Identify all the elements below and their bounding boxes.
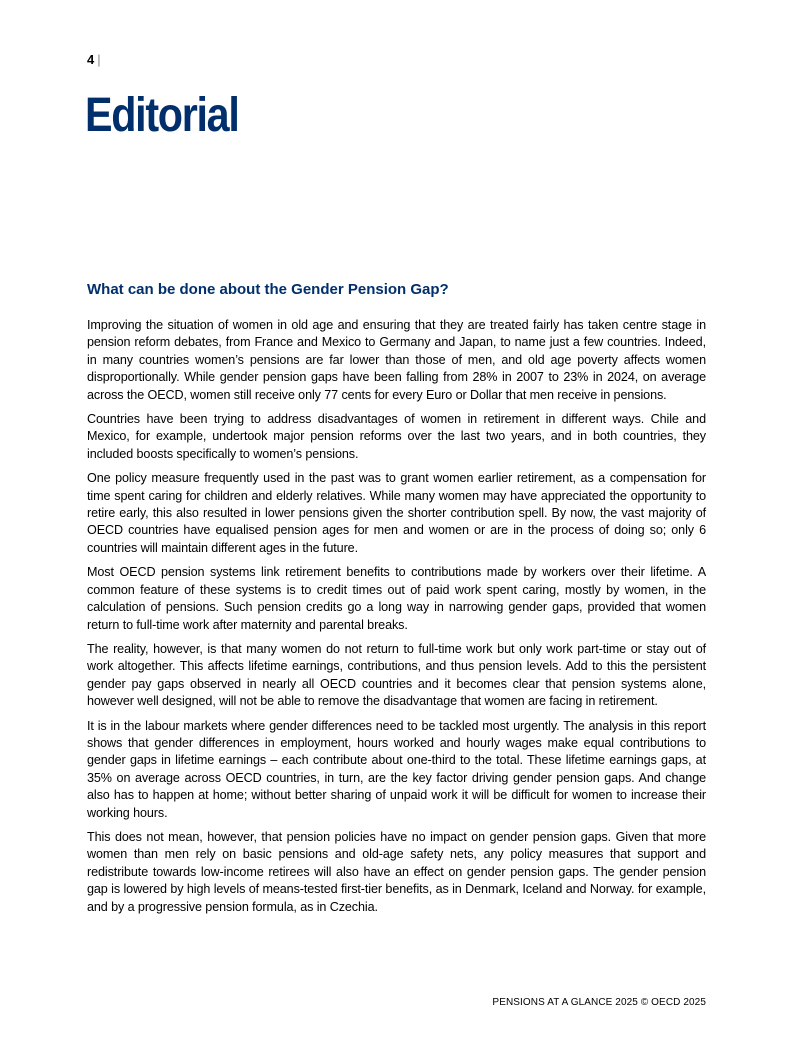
page-number-value: 4 — [87, 52, 95, 67]
paragraph-1: Improving the situation of women in old age and ensuring that they are treated fairly has taken centre stage in pension reform debates, from France and Mexico to Germany and Japan, to name just a few countries. Indeed, in many countries women’s pensions are far lower than those of men, and old age poverty affects women disproportionally. While gender pension gaps have been falling from 28% in 2007 to 23% in 2024, on average across the OECD, women still receive only 77 cents for every Euro or Dollar that men receive in pensions. — [87, 318, 706, 402]
page-number — [87, 52, 101, 67]
paragraph-3: One policy measure frequently used in the past was to grant women earlier retirement, as a compensation for time spent caring for children and elderly relatives. While many women may have appreciated the opportunity to retire early, this also resulted in lower pensions given the shorter contribution spell. By now, the vast majority of OECD countries have equalised pension ages for men and women or are in the process of doing so; only 6 countries will maintain different ages in the future. — [87, 471, 706, 555]
page-title: Editorial — [85, 89, 239, 142]
page-number-separator: | — [97, 52, 101, 67]
page-footer: PENSIONS AT A GLANCE 2025 © OECD 2025 — [492, 997, 706, 1008]
paragraph-6: It is in the labour markets where gender differences need to be tackled most urgently. The analysis in this report shows that gender differences in employment, hours worked and hourly wages make equal contributions to gender gaps in lifetime earnings – each contribute about one-third to the total. These lifetime earnings gaps, at 35% on average across OECD countries, in turn, are the key factor driving gender pension gaps. And change also has to happen at home; without better sharing of unpaid work it will be difficult for women to increase their working hours. — [87, 718, 706, 820]
section-heading: What can be done about the Gender Pension Gap? — [87, 281, 449, 298]
paragraph-2: Countries have been trying to address disadvantages of women in retirement in different ways. Chile and Mexico, for example, undertook major pension reforms over the last two years, and in both countries, they included boosts specifically to women’s pensions. — [87, 412, 706, 461]
paragraph-5: The reality, however, is that many women do not return to full-time work but only work part-time or stay out of work altogether. This affects lifetime earnings, contributions, and thus pension levels. Add to this the persistent gender pay gaps observed in nearly all OECD countries and it becomes clear that pension systems alone, however well designed, will not be able to remove the disadvantage that women are facing in retirement. — [87, 641, 706, 709]
paragraph-4: Most OECD pension systems link retirement benefits to contributions made by workers over their lifetime. A common feature of these systems is to credit times out of paid work spent caring, mostly by women, in the calculation of pensions. Such pension credits go a long way in narrowing gender gaps, provided that women return to full-time work after maternity and parental breaks. — [87, 565, 706, 632]
body-text — [87, 317, 706, 923]
paragraph-7: This does not mean, however, that pension policies have no impact on gender pension gaps. Given that more women than men rely on basic pensions and old-age safety nets, any policy measures that support and redistribute towards low-income retirees will also have an effect on gender pension gaps. The gender pension gap is lowered by high levels of means-tested first-tier benefits, as in Denmark, Iceland and Norway. for example, and by a progressive pension formula, as in Czechia. — [87, 829, 706, 914]
